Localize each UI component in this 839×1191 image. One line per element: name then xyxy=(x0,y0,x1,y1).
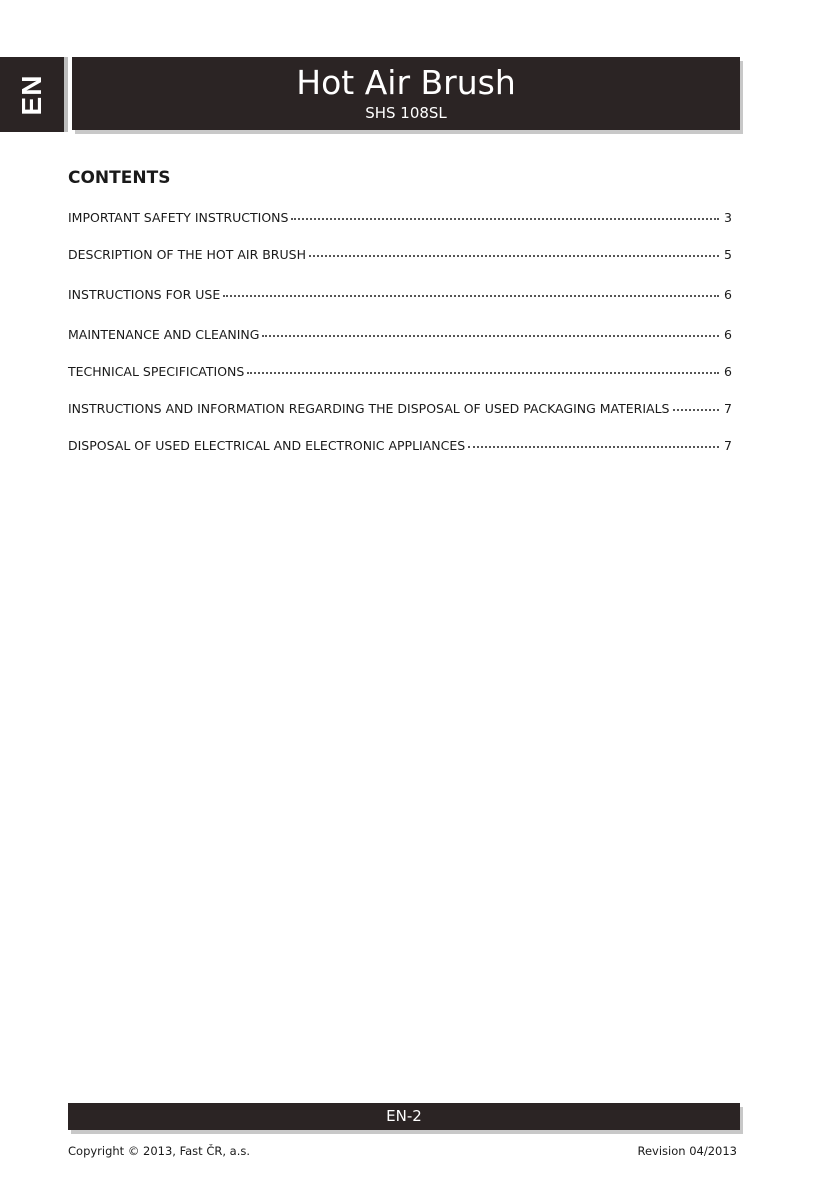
toc-leader-dots xyxy=(262,325,719,337)
toc-item-title: MAINTENANCE AND CLEANING xyxy=(68,327,260,342)
toc-item-page: 6 xyxy=(724,364,732,379)
toc-item-title: DISPOSAL OF USED ELECTRICAL AND ELECTRONIC APPLIANCES xyxy=(68,438,466,453)
language-tab-label: EN xyxy=(16,74,47,116)
toc-leader-dots xyxy=(247,362,719,374)
toc-item-maintenance[interactable] xyxy=(68,327,732,345)
contents-heading: CONTENTS xyxy=(68,168,171,188)
toc-item-page: 5 xyxy=(724,247,732,262)
toc-leader-dots xyxy=(673,399,720,411)
toc-item-packaging-disposal[interactable] xyxy=(68,401,732,419)
toc-item-title: TECHNICAL SPECIFICATIONS xyxy=(68,364,245,379)
toc-leader-dots xyxy=(291,208,719,220)
copyright-text: Copyright © 2013, Fast ČR, a.s. xyxy=(68,1144,251,1158)
toc-item-description[interactable] xyxy=(68,247,732,265)
revision-text: Revision 04/2013 xyxy=(637,1144,737,1158)
header-bar xyxy=(72,57,740,130)
page-title: Hot Air Brush xyxy=(296,63,516,102)
toc-leader-dots xyxy=(309,245,719,257)
toc-leader-dots xyxy=(468,436,719,448)
tab-divider xyxy=(64,57,68,132)
footer-bar xyxy=(68,1103,740,1130)
toc-item-page: 6 xyxy=(724,287,732,302)
toc-item-appliance-disposal[interactable] xyxy=(68,438,732,456)
toc-item-safety[interactable] xyxy=(68,210,732,228)
model-number: SHS 108SL xyxy=(365,104,447,122)
toc-item-page: 3 xyxy=(724,210,732,225)
toc-item-title: DESCRIPTION OF THE HOT AIR BRUSH xyxy=(68,247,306,262)
toc-item-page: 7 xyxy=(724,438,732,453)
toc-leader-dots xyxy=(223,285,719,297)
toc-item-specifications[interactable] xyxy=(68,364,732,382)
toc-item-instructions[interactable] xyxy=(68,287,732,305)
toc-item-page: 7 xyxy=(724,401,732,416)
toc-item-page: 6 xyxy=(724,327,732,342)
toc-item-title: INSTRUCTIONS FOR USE xyxy=(68,287,221,302)
toc-item-title: IMPORTANT SAFETY INSTRUCTIONS xyxy=(68,210,289,225)
toc-item-title: INSTRUCTIONS AND INFORMATION REGARDING THE DISPOSAL OF USED PACKAGING MATERIALS xyxy=(68,401,670,416)
page-number: EN-2 xyxy=(386,1107,422,1125)
